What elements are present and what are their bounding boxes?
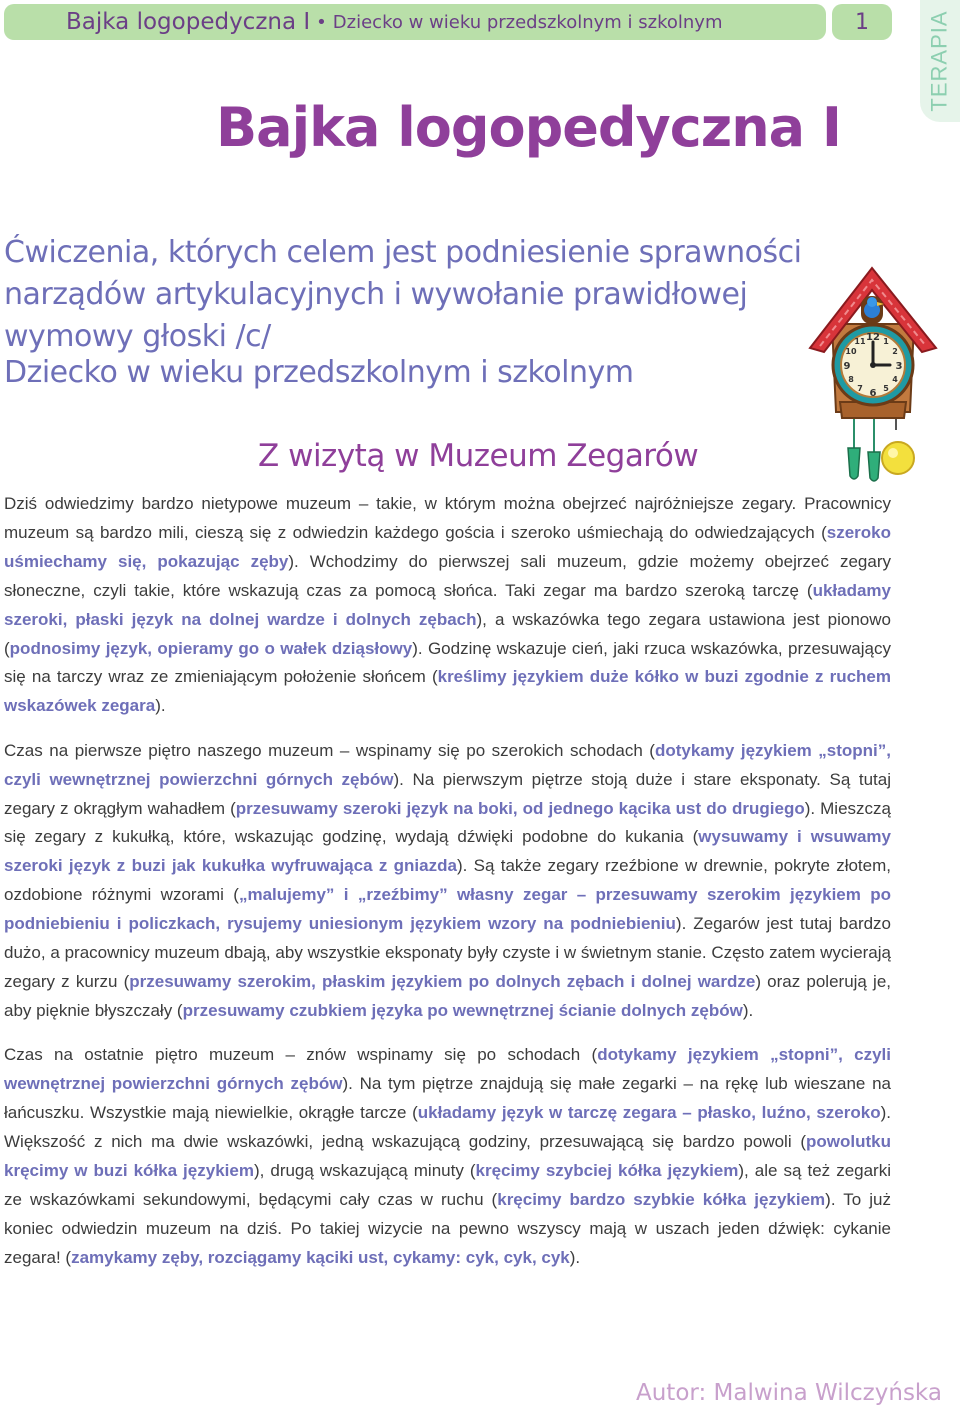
clock-number-10: 10	[845, 347, 857, 356]
story-text: ). Są także zegary rzeźbione w drewnie, pokryte złotem, ozdobione różnymi wzorami (	[4, 856, 891, 905]
story-text: ), drugą wskazującą minuty (	[253, 1160, 476, 1180]
clock-number-11: 11	[854, 337, 866, 346]
clock-number-2: 2	[892, 347, 898, 356]
story-paragraph-1	[4, 490, 891, 721]
story-text: ), ale są też zegarki ze wskazówkami sekundowymi, będącymi cały czas w ruchu (	[4, 1160, 891, 1209]
story-text: ). Mieszczą się zegary z kukułką, które, wskazując godzinę, wydają dźwięki podobne do kukania (	[4, 798, 891, 847]
clock-number-12: 12	[866, 332, 880, 343]
side-tab	[920, 0, 960, 122]
cuckoo-clock-icon	[806, 262, 940, 482]
exercise-instruction: wysuwamy i wsuwamy szeroki język z buzi jak kukułka wyfruwająca z gniazda	[4, 827, 892, 876]
exercise-instruction: „malujemy” i „rzeźbimy” własny zegar – przesuwamy szerokim językiem po podniebieniu i policzkach, rysujemy uniesionym językiem wzory na podniebieniu	[4, 885, 892, 934]
page-number: 1	[832, 4, 892, 40]
age-group: Dziecko w wieku przedszkolnym i szkolnym	[4, 355, 634, 390]
story-body	[4, 490, 891, 1288]
story-text: Czas na pierwsze piętro naszego muzeum – wspinamy się po szerokich schodach (	[4, 740, 655, 760]
story-title: Z wizytą w Muzeum Zegarów	[258, 438, 699, 474]
story-text: ).	[569, 1247, 581, 1267]
story-text: Czas na ostatnie piętro muzeum – znów wspinamy się po schodach (	[4, 1045, 598, 1065]
side-label: TERAPIA	[927, 10, 953, 112]
exercise-instruction: zamykamy zęby, rozciągamy kąciki ust, cykamy: cyk, cyk, cyk	[71, 1247, 570, 1267]
exercise-instruction: przesuwamy czubkiem języka po wewnętrznej ścianie dolnych zębów	[182, 1000, 743, 1020]
clock-number-9: 9	[843, 361, 851, 372]
exercise-instruction: dotykamy językiem „stopni”, czyli wewnętrznej powierzchni górnych zębów	[4, 1045, 891, 1094]
story-text: ) oraz polerują je, aby pięknie błyszczały (	[4, 972, 891, 1020]
story-text: ).	[155, 696, 166, 716]
story-text: ). Większość z nich ma dwie wskazówki, jedną wskazującą godziny, przesuwającą się bardzo powoli (	[4, 1103, 891, 1152]
exercise-instruction: kręcimy bardzo szybkie kółka językiem	[497, 1189, 826, 1209]
story-text: ). Zegarów jest tutaj bardzo dużo, a pracownicy muzeum dbają, aby wszystkie eksponaty były czyste i w świetnym stanie. Często zatem wycierają zegary z kurzu (	[4, 914, 892, 991]
exercise-instruction: szeroko uśmiechamy się, pokazując zęby	[4, 522, 891, 571]
exercise-instruction: układamy język w tarczę zegara – płasko, luźno, szeroko	[417, 1103, 881, 1123]
header-bar	[4, 4, 826, 40]
clock-number-6: 6	[869, 388, 877, 399]
clock-number-8: 8	[848, 375, 854, 384]
page-title: Bajka logopedyczna I	[216, 96, 841, 159]
header-separator: •	[316, 11, 327, 33]
story-text: ), a wskazówka tego zegara ustawiona jest pionowo (	[4, 609, 891, 658]
story-text: ). Wchodzimy do pierwszej sali muzeum, gdzie możemy obejrzeć zegary słoneczne, czyli takie, które wskazują czas za pomocą słońca. Taki zegar ma bardzo szeroką tarczę (	[4, 551, 892, 600]
header-title: Bajka logopedyczna I	[66, 9, 311, 35]
author: Autor: Malwina Wilczyńska	[636, 1380, 942, 1406]
story-text: ). Godzinę wskazuje cień, jaki rzuca wskazówka, przesuwający się na tarczy wraz ze zmieniającym położenie słońcem (	[4, 638, 891, 687]
clock-number-5: 5	[883, 384, 889, 393]
clock-number-1: 1	[883, 337, 889, 346]
story-text: ). Na pierwszym piętrze stoją duże i stare eksponaty. Są tutaj zegary z okrągłym wahadłem (	[4, 769, 891, 818]
story-text: Dziś odwiedzimy bardzo nietypowe muzeum – takie, w którym można obejrzeć najróżniejsze zegary. Pracownicy muzeum są bardzo mili, cieszą się z odwiedzin każdego gościa i szeroko uśmiechają do odwiedzających (	[4, 494, 891, 542]
story-text: ).	[742, 1000, 754, 1020]
exercise-subtitle: Ćwiczenia, których celem jest podniesienie sprawności narządów artykulacyjnych i wywołanie prawidłowej wymowy głoski /c/	[4, 235, 802, 354]
exercise-instruction: kreślimy językiem duże kółko w buzi zgodnie z ruchem wskazówek zegara	[4, 667, 892, 716]
exercise-instruction: przesuwamy szerokim, płaskim językiem po dolnych zębach i dolnej wardze	[129, 972, 756, 991]
exercise-instruction: układamy szeroki, płaski język na dolnej wardze i dolnych zębach	[4, 580, 891, 629]
clock-number-3: 3	[895, 361, 903, 372]
story-text: ). To już koniec odwiedzin muzeum na dziś. Po takiej wizycie na pewno wszyscy mają w uszach jeden dźwięk: cykanie zegara! (	[4, 1189, 891, 1267]
story-text: ). Na tym piętrze znajdują się małe zegarki – na rękę lub wieszane na łańcuszku. Wszystkie mają niewielkie, okrągłe tarcze (	[4, 1074, 891, 1123]
header-subtitle: Dziecko w wieku przedszkolnym i szkolnym	[332, 11, 723, 33]
story-paragraph-2	[4, 737, 891, 1026]
exercise-instruction: przesuwamy szeroki język na boki, od jednego kącika ust do drugiego	[235, 798, 805, 818]
story-paragraph-3	[4, 1041, 891, 1272]
clock-number-7: 7	[857, 384, 863, 393]
exercise-instruction: podnosimy język, opieramy go o wałek dziąsłowy	[9, 638, 413, 658]
exercise-instruction: kręcimy szybciej kółka językiem	[475, 1160, 739, 1180]
exercise-instruction: dotykamy językiem „stopni”, czyli wewnętrznej powierzchni górnych zębów	[4, 740, 892, 789]
exercise-instruction: powolutku kręcimy w buzi kółka językiem	[4, 1132, 891, 1180]
clock-number-4: 4	[892, 375, 898, 384]
